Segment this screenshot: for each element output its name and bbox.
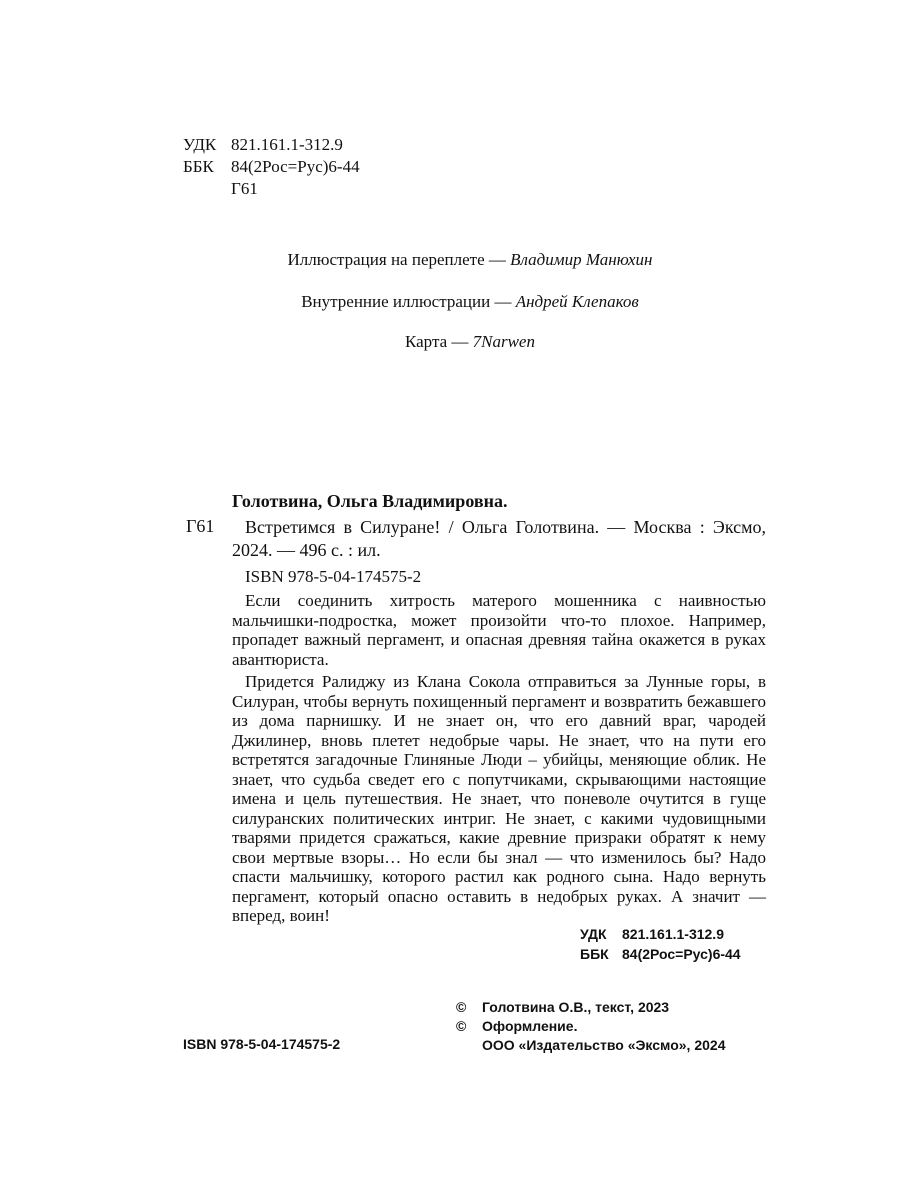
- bibliographic-description: Встретимся в Силуране! / Ольга Голотвина. — Москва : Эксмо, 2024. — 496 с. : ил.: [232, 517, 766, 560]
- footer-udk-label: УДК: [580, 926, 607, 942]
- footer-isbn: ISBN 978-5-04-174575-2: [183, 1036, 341, 1052]
- footer-udk-value: 821.161.1-312.9: [622, 926, 724, 942]
- map-credit-name: 7Narwen: [472, 332, 535, 351]
- footer-bbk-value: 84(2Рос=Рус)6-44: [622, 946, 741, 962]
- copyright-symbol: ©: [456, 999, 467, 1015]
- udk-value: 821.161.1-312.9: [231, 135, 343, 154]
- annotation: [232, 591, 766, 926]
- annotation-paragraph-1: Если соединить хитрость матерого мошенника с наивностью мальчишки-подростка, может произойти что-то плохое. Например, пропадет важный пергамент, и опасная древняя тайна окажется в руках авантюриста.: [232, 591, 766, 669]
- publisher-row: [456, 1036, 725, 1055]
- copyright-block: [456, 998, 725, 1055]
- bbk-value: 84(2Рос=Рус)6-44: [231, 157, 360, 176]
- publisher-text: ООО «Издательство «Эксмо», 2024: [482, 1037, 726, 1053]
- author-heading: Голотвина, Ольга Владимировна.: [232, 491, 508, 511]
- author-mark: Г61: [231, 179, 258, 198]
- footer-bbk-label: ББК: [580, 946, 609, 962]
- annotation-paragraph-2: Придется Ралиджу из Клана Сокола отправиться за Лунные горы, в Силуран, чтобы вернуть похищенный пергамент и возвратить бежавшего из дома парнишку. И не знает он, что его давний враг, чародей Джилинер, вновь плетет недобрые чары. Не знает, что на пути его встретятся загадочные Глиняные Люди – убийцы, меняющие облик. Не знает, что судьба сведет его с попутчиками, скрывающими настоящие имена и цель путешествия. Не знает, что поневоле очутится в гуще силуранских политических интриг. Не знает, с какими чудовищными тварями придется сражаться, какие древние призраки обратят к нему свои мертвые взоры… Но если бы знал — что изменилось бы? Надо спасти мальчишку, которого растил как родного сына. Надо вернуть пергамент, который опасно оставить в недобрых руках. А значит — вперед, воин!: [232, 672, 766, 925]
- design-text: Оформление.: [482, 1018, 578, 1034]
- map-credit: [0, 332, 900, 352]
- inner-credit-name: Андрей Клепаков: [515, 292, 639, 311]
- bibliographic-mark: Г61: [186, 516, 215, 536]
- cover-credit-name: Владимир Манюхин: [510, 250, 653, 269]
- inner-credit-label: Внутренние иллюстрации —: [301, 292, 516, 311]
- udk-row: [183, 134, 360, 156]
- author-mark-row: [183, 178, 360, 200]
- cover-illustration-credit: [0, 250, 900, 270]
- footer-classification: [580, 924, 741, 964]
- bbk-row: [183, 156, 360, 178]
- inner-illustration-credit: [0, 292, 900, 312]
- footer-bbk-row: [580, 944, 741, 964]
- classification-block: [183, 134, 360, 200]
- map-credit-label: Карта —: [405, 332, 473, 351]
- bbk-label: ББК: [183, 157, 214, 176]
- copyright-text: Голотвина О.В., текст, 2023: [482, 999, 670, 1015]
- cover-credit-label: Иллюстрация на переплете —: [287, 250, 511, 269]
- udk-label: УДК: [183, 135, 217, 154]
- design-symbol: ©: [456, 1018, 467, 1034]
- copyright-text-row: [456, 998, 725, 1017]
- copyright-design-row: [456, 1017, 725, 1036]
- footer-udk-row: [580, 924, 741, 944]
- bibliographic-isbn: ISBN 978-5-04-174575-2: [245, 567, 422, 586]
